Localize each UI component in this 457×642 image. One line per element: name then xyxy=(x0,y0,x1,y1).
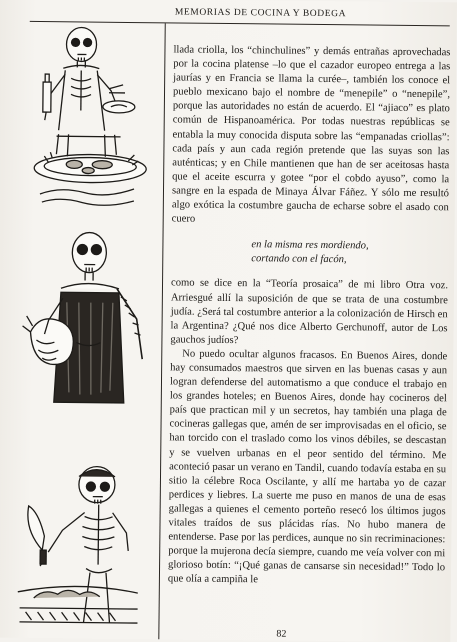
skeleton-waiter-illustration xyxy=(18,22,165,224)
running-head: MEMORIAS DE COCINA Y BODEGA xyxy=(174,7,347,20)
paragraph-continuation: llada criolla, los “chinchulines” y demás entrañas aprovechadas por la cocina platense –lo que el cazador europeo entrega a las jaurías y en Francia se llama la curée–, también los conoce el pueblo mexicano bajo el nombre de “menepile” o “nenepile”, porque las autoridades no están de acuerdo. El “ajiaco” es plato común de Hispanoamérica. Por todas nuestras repúblicas se entabla la muy conocida disputa sobre las “empanadas criollas”: cada país y aun cada región pretende que las suyas son las auténticas; y en Chile mantienen que han de ser aceitosas hasta que el aceite escurra y gotee “por el cobdo ayuso”, como la sangre en la espada de Minaya Álvar Fáñez. Y sólo me resultó algo exótica la costumbre gaucha de echarse sobre el asado con cuero xyxy=(171,44,451,225)
skeleton-butcher-illustration xyxy=(13,432,160,640)
body-text xyxy=(168,43,451,589)
illustration-column xyxy=(13,22,165,639)
page-number: 82 xyxy=(276,628,287,640)
verse-line-1: en la misma res mordiendo, xyxy=(251,239,369,252)
paragraph-after-verse: como se dice en la “Teoría prosaica” de mi libro Otra voz. Arriesgué allí la suposición de que se trata de una costumbre judía. ¿Será tal costumbre anterior a la colonización de Hirsch en la Argentina? ¿Qué nos dice Alberto Gerchunoff, autor de Los gauchos judíos? xyxy=(170,277,449,346)
verse-quote xyxy=(251,238,448,268)
skeleton-cook-illustration xyxy=(15,222,162,434)
verse-line-2: cortando con el facón, xyxy=(251,253,347,266)
paragraph-fracasos: No puedo ocultar algunos fracasos. En Buenos Aires, donde hay consumados maestros que sirven en las buenas casas y aun logran defenderse del automatismo a que conduce el trabajo en los grandes hoteles; en Buenos Aires, donde hay cocineros del país que practican mil y un secretos, hay también una plaga de cocineras gallegas que, amén de ser improvisadas en el oficio, se han torcido con el traslado como los vinos débiles, se descastan y se vuelven urbanas en el peor sentido del término. Me aconteció pasar un verano en Tandil, cuando todavía estaba en su sitio la célebre Roca Oscilante, y allí me hartaba yo de cazar perdices y liebres. La suerte me puso en manos de una de esas gallegas a quienes el cemento porteño resecó los últimos jugos vitales traídos de sus plácidas rías. No hubo manera de entenderse. Pase por las perdices, aunque no sin recriminaciones: porque la mujerona decía siempre, cuando me veía volver con mi glorioso botín: “¡Qué ganas de cansarse sin necesidad!” Todo lo que olía a campiña le xyxy=(167,348,448,586)
